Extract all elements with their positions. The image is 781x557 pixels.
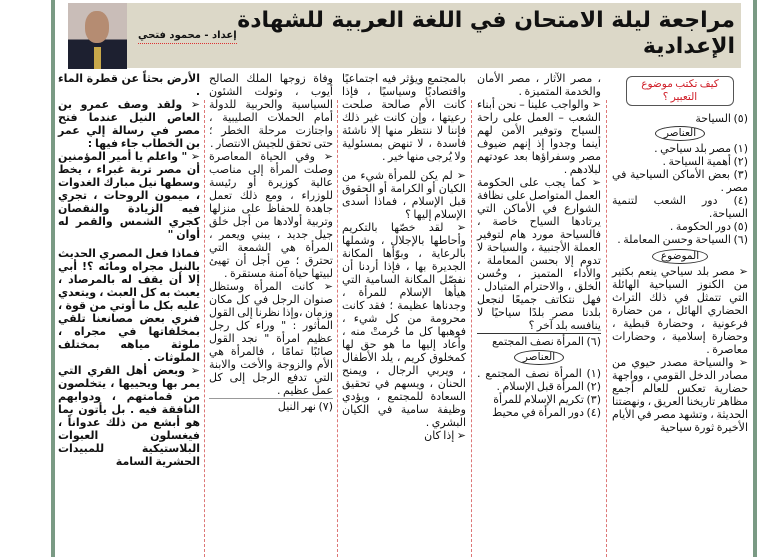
section-divider [209,398,333,399]
paragraph: ➢ ولقد وصف عمرو بن العاص النيل عندما فتح مصر في رسالة إلي عمر بن الخطاب جاء فيها : [58,98,200,150]
list-item: (٤) دور المرأة في محيط [492,406,601,419]
section-divider [477,333,601,334]
column-4 [209,72,333,413]
column-divider [471,100,472,557]
paragraph: الأرض بحثاً عن قطرة الماء . [58,72,200,98]
paragraph: ➢ إذا كان [424,429,466,442]
paragraph: ➢ وفي الحياة المعاصرة وصلت المرأة إلى مناصب عالية كوزيرة أو رئيسة للوزراء ، ومع ذلك تعمل جاهدة للحفاظ على منزلها وتربية أولادها من أجل خلق جيل جديد ، يبني ويعمر ، المرأة هي الشمعة التي تحترق ؛ من أجل أن تهيئ لبيتها حياة آمنة مستقرة . [209,150,333,280]
column-divider [337,100,338,557]
right-frame-bar [753,0,757,557]
column-5 [58,72,200,468]
column-3 [342,72,466,442]
topic-label: الموضوع [652,249,708,264]
left-frame-bar [51,0,55,557]
paragraph: ➢ لم يكن للمرأة شيء من الكيان أو الكرامة أو الحقوق قبل الإسلام ، فماذا أسدى الإسلام إليها ؟ [342,169,466,221]
paragraph: ➢ كما يجب على الحكومة العمل المتواصل على نظافة الشوارع في الأماكن التي يرتادها السياح خاصة ، فالسياحة مورد هام لتوفير العملة الأجنبية ، والسياحة لا تدوم إلا بحسن المعاملة ، والأداء المتميز ، وحُسن الخلق ، والاحترام المتبادل . فهل نتكاتف جميعًا لنجعل بلدنا مصر بلدًا سياحيًا لا ينافسه بلد آخر ؟ [477,176,601,332]
paragraph: ➢ والواجب علينا – نحن أبناء الشعب – العمل على راحة السياح وتوفير الأمن لهم أينما وجدوا إذ إنهم ضيوف مصر وسفراؤها بعد عودتهم لبلادهم . [477,98,601,176]
list-item: (٣) تكريم الإسلام للمرأة [493,393,601,406]
paragraph: بالمجتمع ويؤثر فيه اجتماعيًا واقتصاديًا وسياسيًا ، فإذا كانت الأم صالحة صلحت رعيتها ، وإن كانت غير ذلك فإننا لا ننتظر منها إلا ناشئة فاسدة ، لا تنهض بمسئولية ولا يُرجى منها خير . [342,72,466,163]
page-title: مراجعة ليلة الامتحان في اللغة العربية للشهادة الإعدادية [237,8,735,59]
list-item: (٥) دور الحكومة . [669,220,748,233]
column-divider [204,100,205,557]
list-item: (١) مصر بلد سياحي . [654,142,748,155]
paragraph: فماذا فعل المصري الحديث بالنيل مجراه ومائه ؟! أبي إلا أن يقف له بالمرصاد ، يعبث به كل العبث ، ويتعدي عليه بكل ما أوتي من قوة ، فنري بعض مصانعنا تلقي بمخلفاتها في مجراه ، ملوثة مياهه بمختلف الملوثات . [58,247,200,364]
list-item: (١) المرأة نصف المجتمع . (٢) المرأة قبل الإسلام . [477,367,601,393]
elements-label: العناصر [514,350,564,365]
list-item: (٦) السياحة وحسن المعاملة . [617,233,748,246]
topic-heading: (٧) نهر النيل [277,400,333,413]
elements-label: العناصر [655,126,705,141]
list-item: (٢) أهمية السياحة . [662,155,748,168]
author-byline: إعداد - محمود فتحي [138,30,237,44]
column-divider [606,100,607,557]
topic-heading: (٥) السياحة [695,112,748,125]
paragraph: وفاة زوجها الملك الصالح أيوب ، وتولت الشئون السياسية والحربية للدولة أمام الحملات الصليبية ، واجتازت مرحلة الخطر ؛ حتى تحقق للجيش الانتصار . [209,72,333,150]
list-item: (٤) دور الشعب لتنمية السياحة. [612,194,748,220]
question-box: كيف تكتب موضوع التعبير ؟ [626,76,734,106]
paragraph: ➢ وبعض أهل القري التي يمر بها ويحييها ، يتخلصون من قمامتهم ، ودوابهم النافقة فيه . بل يأتون بما هو أبشع من ذلك عدواناً ، فيغسلون العبوات البلاستيكية للمبيدات الحشرية السامة [58,364,200,468]
paragraph: ➢ " واعلم يا أمير المؤمنين أن مصر تربة غبراء ، يخط وسطها نيل مبارك الغدوات ، ميمون الروحات ، تجري فيه الزيادة والنقصان كجري الشمس والقمر له أوان " [58,150,200,241]
topic-heading: (٦) المرأة نصف المجتمع [491,335,601,348]
column-1 [612,72,748,434]
paragraph: ➢ لقد خصّها بالتكريم وأحاطها بالإجلال ، وشملها بالرعاية ، وبوّأها المكانة الجديرة بها ، فإذا أردنا أن نفصّل المكانة السامية التي هيأها الإسلام للمرأة ، وجدناها عظيمة ؛ فقد كانت محرومة من كل شيء ، فوهبها كل ما حُرمتْ منه ، وأعاد إليها ما هو حق لها كمخلوق كريم ، يلد الأطفال ، ويربي الرجال ، ويمنح الحنان ، ويسهم في تحقيق السعادة للمجتمع ، ويؤدي وظيفة سامية في الكيان البشري . [342,221,466,429]
paragraph: ➢ كانت المرأة وستظل صنوان الرجل في كل مكان وزمان ،وإذا نظرنا إلى القول المأثور : " وراء كل رجل عظيم امرأة " نجد القول صائبًا تمامًا ، فالمرأة هي الأم والزوجة والأخت والابنة التي تدفع الرجل إلى كل عمل عظيم . [209,280,333,397]
column-2 [477,72,601,419]
paragraph: ➢ والسياحة مصدر حيوي من مصادر الدخل القومي ، وواجهة حضارية تعكس للعالم أجمع مظاهر تاريخنا العريق ، ونهضتنا الحديثة ، وتشهد مصر في الأيام الأخيرة ثورة سياحية [612,356,748,434]
paragraph: ➢ مصر بلد سياحي ينعم بكثير من الكنوز السياحية الهائلة التي تتمثل في ذلك التراث الحضاري الهائل ، من حضارة فرعونية ، وحضارة قبطية ، وحضارة إسلامية ، وحضارات معاصرة . [612,265,748,356]
author-photo [68,3,127,69]
list-item: (٣) بعض الأماكن السياحية في مصر . [612,168,748,194]
paragraph: ، مصر الآثار ، مصر الأمان والخدمة المتميزة . [477,72,601,98]
